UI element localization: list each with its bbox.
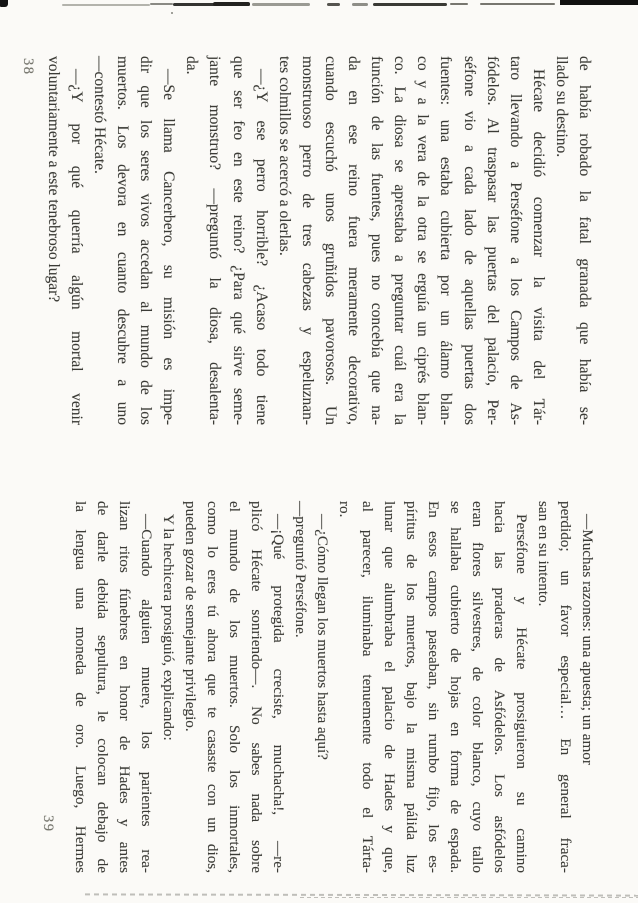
text-line: séfone vio a cada lado de aquellas puertas dos	[460, 56, 478, 425]
text-line: ro.	[336, 501, 354, 518]
text-line: muertos. Los devora en cuanto descubre a uno	[114, 56, 132, 425]
text-line: jante monstruo? —preguntó la diosa, desalenta-	[206, 56, 224, 425]
text-line: lunar que alumbraba el palacio de Hades y que,	[380, 501, 398, 873]
scan-streak	[373, 3, 447, 6]
scan-streak	[62, 4, 150, 6]
scan-streak	[560, 0, 638, 5]
text-line: —Se llama Cancerbero, su misión es impe-	[160, 69, 178, 425]
scan-streak	[327, 3, 340, 5]
text-line: —¿Cómo llegan los muertos hasta aquí?	[314, 514, 332, 760]
text-line: que ser feo en este reino? ¿Para qué sirve seme-	[229, 56, 247, 425]
text-line: la lengua una moneda de oro. Luego, Hermes	[71, 501, 89, 873]
text-line: cuando escuchó unos gruñidos pavorosos. Un	[321, 56, 339, 425]
text-line: —¿Y por qué querría algún mortal venir	[67, 69, 85, 425]
text-line: san en su intento.	[534, 501, 552, 607]
text-line: se hallaba cubierto de hojas en forma de espada.	[446, 501, 464, 873]
text-line: de darle debida sepultura, le colocan debajo de	[93, 501, 111, 873]
text-line: tes colmillos se acercó a olerlas.	[275, 56, 293, 256]
text-line: plicó Hécate sonriendo—. No sabes nada sobre	[248, 501, 266, 873]
text-line: Hécate decidió comenzar la visita del Tár-	[529, 69, 547, 425]
scan-streak	[252, 3, 310, 5]
page-number-39: 39	[40, 815, 56, 833]
text-line: perdido; un favor especial… En general fraca-	[556, 501, 574, 873]
page-number-38: 38	[20, 58, 36, 76]
text-line: fódelos. Al traspasar las puertas del palacio, Per-	[483, 56, 501, 425]
text-line: taro llevando a Perséfone a los Campos de As-	[506, 56, 524, 425]
text-line: el mundo de los muertos. Solo los inmortales,	[226, 501, 244, 873]
text-line: —preguntó Perséfone.	[292, 501, 310, 638]
scan-speckle	[171, 12, 173, 14]
text-line: función de las fuentes, pues no concebía que na-	[368, 56, 386, 425]
text-line: monstruoso perro de tres cabezas y espeluznan-	[298, 56, 316, 425]
scan-corner-mark	[0, 0, 8, 7]
text-line: —¿Y ese perro horrible? ¿Acaso todo tiene	[252, 69, 270, 425]
scan-streak	[480, 3, 555, 5]
page-38-text-block	[42, 56, 596, 425]
text-line: fuentes: una estaba cubierta por un álamo blan-	[437, 56, 455, 425]
text-line: —contestó Hécate.	[91, 56, 109, 174]
text-line: —Muchas razones: una apuesta; un amor	[579, 514, 596, 765]
text-line: Y la hechicera prosiguió, explicando:	[160, 514, 178, 741]
scan-streak	[450, 3, 468, 5]
text-line: co. La diosa se aprestaba a preguntar cuál era la	[391, 56, 409, 425]
text-line: —Cuando alguien muere, los parientes rea-	[138, 514, 156, 873]
text-line: de había robado la fatal granada que había se-	[576, 56, 593, 425]
text-line: da en ese reino fuera meramente decorativo,	[345, 56, 363, 425]
text-line: pueden gozar de semejante privilegio.	[182, 501, 200, 732]
text-line: lizan ritos fúnebres en honor de Hades y antes	[116, 501, 134, 873]
scan-dotted-line	[300, 897, 638, 899]
text-line: Perséfone y Hécate prosiguieron su camino	[512, 514, 530, 873]
text-line: píritus de los muertos, bajo la misma pálida luz	[402, 501, 420, 873]
text-line: co y a la vera de la otra se erguía un ciprés blan-	[414, 56, 432, 425]
text-line: —¡Qué protegida creciste, muchacha!, —re-	[270, 514, 288, 873]
scan-streak	[213, 2, 250, 6]
text-line: dir que los seres vivos accedan al mundo de los	[137, 56, 155, 425]
text-line: voluntariamente a este tenebroso lugar?	[44, 56, 62, 303]
text-line: eran flores silvestres, de color blanco, cuyo tallo	[468, 501, 486, 873]
text-line: En esos campos paseaban, sin rumbo fijo, los es-	[424, 501, 442, 873]
page-39-text-block	[69, 501, 598, 873]
text-line: como lo eres tú ahora que te casaste con un dios,	[204, 501, 222, 873]
scan-streak	[150, 3, 173, 5]
text-line: llado su destino.	[552, 56, 570, 158]
scan-streak	[352, 3, 368, 5]
text-line: hacia las praderas de Asfódelos. Los asfódelos	[490, 501, 508, 873]
text-line: da.	[183, 56, 201, 75]
text-line: al parecer, iluminaba tenuemente todo el Tárta-	[358, 501, 376, 873]
